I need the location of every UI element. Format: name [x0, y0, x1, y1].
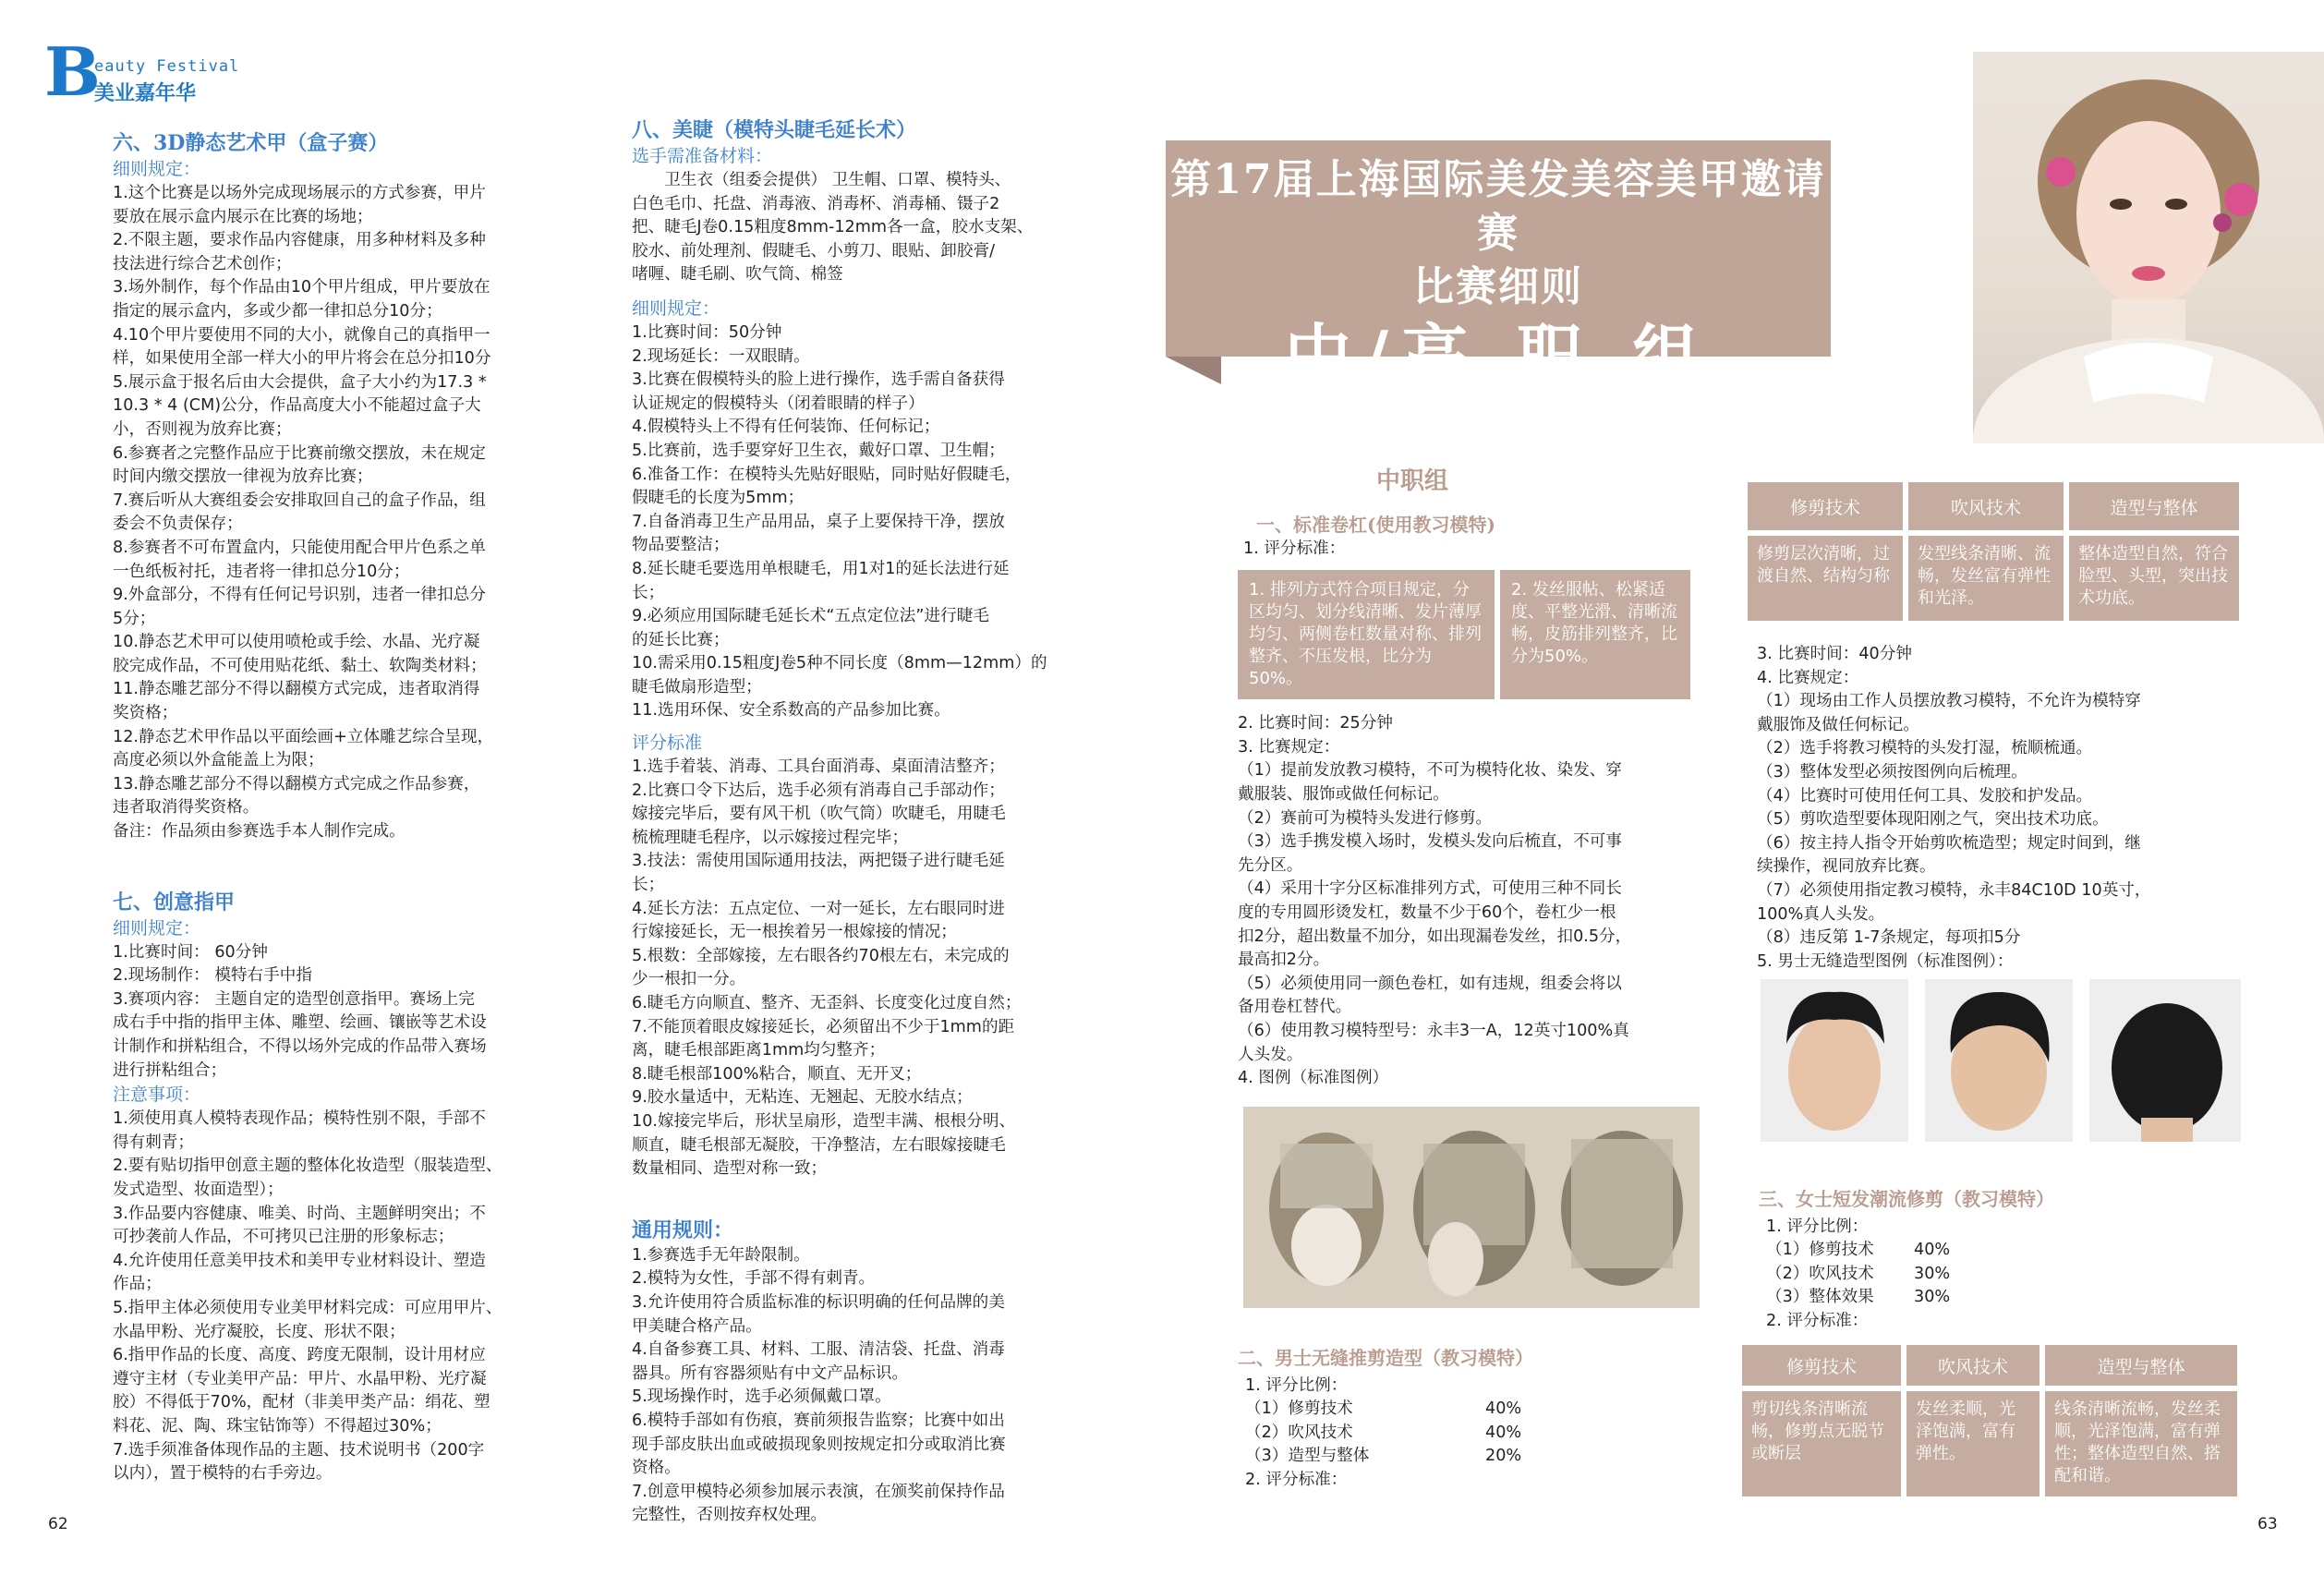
text-line: 甲美睫合格产品。	[632, 1316, 762, 1336]
text-line: 胶完成作品，不可使用贴花纸、黏土、软陶类材料；	[113, 656, 487, 675]
men-haircut-images	[1761, 979, 2241, 1142]
roller-example-image	[1243, 1107, 1700, 1308]
text-line: 5. 男士无缝造型图例（标准图例）：	[1757, 951, 2014, 971]
text-line: 3.赛项内容： 主题自定的造型创意指甲。赛场上完	[113, 989, 475, 1009]
model-illustration	[1973, 52, 2324, 443]
s2-line: 2. 评分标准：	[1245, 1470, 1348, 1489]
text-line: 10.需采用0.15粗度J卷5种不同长度（8mm—12mm）的	[632, 654, 1047, 673]
text-line: 10.嫁接完毕后，形状呈扇形，造型丰满、根根分明、	[632, 1111, 1016, 1131]
section-7-title: 七、创意指甲	[113, 890, 236, 915]
men-style-rules	[1757, 643, 2274, 974]
text-line: 进行拼粘组合；	[113, 1060, 227, 1080]
text-line: 5.展示盒于报名后由大会提供，盒子大小约为17.3 *	[113, 372, 487, 392]
roller-head-side	[1413, 1131, 1535, 1296]
text-line: 嫁接完毕后，要有风干机（吹气筒）吹睫毛，用睫毛	[632, 805, 1006, 824]
text-line: 顺直，睫毛根部无凝胶，干净整洁，左右眼嫁接睫毛	[632, 1135, 1006, 1155]
s3-line: 2. 评分标准：	[1766, 1311, 1869, 1330]
text-line: 完整性，否则按弃权处理。	[632, 1506, 828, 1525]
text-line: （6）按主持人指令开始剪吹梳造型；规定时间到，继	[1757, 833, 2141, 853]
s3-pct: 30%	[1914, 1288, 1951, 1307]
s2-label: （1）修剪技术	[1245, 1399, 1353, 1419]
s2-label: （3）造型与整体	[1245, 1447, 1370, 1466]
t1-header: 修剪技术	[1748, 482, 1903, 530]
text-line: 1.这个比赛是以场外完成现场展示的方式参赛，甲片	[113, 184, 486, 202]
text-line: 7.不能顶着眼皮嫁接延长，必须留出不少于1mm的距	[632, 1017, 1015, 1036]
general-rules-title: 通用规则：	[632, 1218, 734, 1242]
page-number-left: 62	[48, 1515, 68, 1533]
text-line: （7）必须使用指定教习模特，永丰84C10D 10英寸，	[1757, 880, 2151, 900]
text-line: 9.胶水量适中，无粘连、无翘起、无胶水结点；	[632, 1088, 973, 1108]
text-line: 1.比赛时间：50分钟	[632, 322, 782, 342]
brand-letter: B	[44, 32, 101, 111]
text-line: （2）选手将教习模特的头发打湿，梳顺梳通。	[1757, 739, 2093, 758]
text-line: 离，睫毛根部距离1mm均匀整齐；	[632, 1041, 886, 1060]
text-line: 指定的展示盒内，多或少都一律扣总分10分；	[113, 301, 442, 321]
text-line: 小，否则视为放弃比赛；	[113, 419, 292, 439]
s2-pct: 40%	[1485, 1423, 1522, 1442]
text-line: 计制作和拼粘组合，不得以场外完成的作品带入赛场	[113, 1037, 487, 1056]
section-8-title: 八、美睫（模特头睫毛延长术）	[632, 118, 917, 142]
text-line: 扣2分，超出数量不加分，如出现漏卷发丝，扣0.5分，	[1238, 927, 1632, 946]
s3-label: （2）吹风技术	[1766, 1264, 1874, 1283]
text-line: 戴服装、服饰或做任何标记。	[1238, 784, 1449, 804]
brand-chinese: 美业嘉年华	[94, 82, 197, 105]
t2-header: 修剪技术	[1742, 1345, 1901, 1386]
score-box-a: 1. 排列方式符合项目规定，分区均匀、划分线清晰、发片薄厚均匀、两侧卷杠数量对称、排列整齐、不压发根，比分为50%。	[1238, 570, 1495, 699]
section-3-title: 三、女士短发潮流修剪（教习模特）	[1759, 1188, 2054, 1210]
text-line: 2. 比赛时间：25分钟	[1238, 714, 1393, 733]
text-line: 4.延长方法：五点定位、一对一延长，左右眼同时进	[632, 899, 1005, 918]
text-line: 少一根扣一分。	[632, 970, 746, 989]
text-line: 6.准备工作：在模特头先贴好眼贴，同时贴好假睫毛，	[632, 465, 1022, 484]
section-2-lines	[1238, 1375, 1700, 1493]
text-line: 时间内缴交摆放一律视为放弃比赛；	[113, 467, 373, 487]
section-8-scoring	[632, 756, 1094, 1181]
text-line: 2.不限主题，要求作品内容健康，用多种材料及多种	[113, 231, 486, 250]
title-banner	[1166, 140, 1831, 394]
text-line: 备用卷杠替代。	[1238, 998, 1352, 1017]
text-line: 最高扣2分。	[1238, 951, 1330, 970]
text-line: 12.静态艺术甲作品以平面绘画+立体雕艺综合呈现，	[113, 727, 494, 746]
s3-pct: 30%	[1914, 1264, 1951, 1283]
text-line: 啫喱、睫毛刷、吹气筒、棉签	[632, 265, 843, 285]
group-label: 中职组	[1376, 467, 1449, 495]
s2-row	[1245, 1445, 1700, 1469]
text-line: 违者取消得奖资格。	[113, 798, 260, 818]
text-line: 5.指甲主体必须使用专业美甲材料完成：可应用甲片、	[113, 1298, 502, 1317]
section-2-title: 二、男士无缝推剪造型（教习模特）	[1238, 1347, 1533, 1369]
text-line: 器具。所有容器须贴有中文产品标识。	[632, 1363, 909, 1383]
s3-label: （3）整体效果	[1766, 1288, 1874, 1307]
text-line: 要放在展示盒内展示在比赛的场地；	[113, 207, 373, 226]
section-1-score-label: 1. 评分标准：	[1243, 539, 1346, 558]
general-rules	[632, 1244, 1094, 1528]
s3-row	[1766, 1263, 2239, 1287]
text-line: 遵守主材（专业美甲产品：甲片、水晶甲粉、光疗凝	[113, 1369, 487, 1388]
materials-list	[632, 169, 1094, 287]
text-line: 胶）不得低于70%，配材（非美甲类产品：绢花、塑	[113, 1393, 490, 1412]
section-1-score-boxes	[1238, 570, 1700, 699]
text-line: 假睫毛的长度为5mm；	[632, 489, 805, 508]
text-line: 度的专用圆形烫发杠，数量不少于60个，卷杠少一根	[1238, 903, 1616, 922]
text-line: （3）选手携发模入场时，发模头发向后梳直，不可事	[1238, 832, 1622, 852]
right-left-column	[1238, 514, 1700, 1091]
text-line: 8.参赛者不可布置盒内，只能使用配合甲片色系之单	[113, 538, 486, 557]
section-8-rules	[632, 321, 1094, 723]
text-line: （4）比赛时可使用任何工具、发胶和护发品。	[1757, 786, 2093, 806]
text-line: 6.模特手部如有伤痕，赛前须报告监察；比赛中如出	[632, 1411, 1005, 1430]
text-line: 2.模特为女性，手部不得有刺青。	[632, 1269, 876, 1289]
banner-line-2: 比赛细则	[1413, 263, 1583, 310]
text-line: 得有刺青；	[113, 1133, 194, 1152]
right-right-column	[1757, 643, 2274, 974]
text-line: 100%真人头发。	[1757, 904, 1885, 924]
s3-row	[1766, 1239, 2239, 1263]
text-line: 2.现场制作： 模特右手中指	[113, 966, 312, 986]
text-line: 现手部皮肤出血或破损现象则按规定扣分或取消比赛	[632, 1435, 1006, 1454]
haircut-front	[1761, 979, 1908, 1142]
text-line: 9.必须应用国际睫毛延长术“五点定位法”进行睫毛	[632, 607, 989, 626]
section-2	[1238, 1347, 1700, 1493]
banner-fold	[1166, 357, 1221, 384]
page-number-right: 63	[2257, 1515, 2278, 1533]
text-line: 3.允许使用符合质监标准的标识明确的任何品牌的美	[632, 1292, 1005, 1312]
banner-line-1: 第17届上海国际美发美容美甲邀请赛	[1170, 156, 1826, 257]
text-line: 长；	[632, 583, 665, 602]
text-line: 奖资格；	[113, 704, 178, 723]
text-line: 1.须使用真人模特表现作品；模特性别不限，手部不	[113, 1109, 486, 1129]
section-6-title: 六、3D静态艺术甲（盒子赛）	[113, 131, 389, 155]
section-8-materials-title: 选手需准备材料：	[632, 146, 773, 166]
text-line: 数量相同、造型对称一致；	[632, 1159, 828, 1179]
s3-label: （1）修剪技术	[1766, 1241, 1874, 1260]
text-line: 6.参赛者之完整作品应于比赛前缴交摆放，未在规定	[113, 443, 486, 463]
t2-cell: 发丝柔顺，光泽饱满，富有弹性。	[1906, 1391, 2040, 1496]
text-line: 2.比赛口令下达后，选手必须有消毒自己手部动作；	[632, 781, 1005, 800]
text-line: 作品；	[113, 1275, 162, 1294]
s2-row	[1245, 1398, 1700, 1422]
section-7-subtitle: 细则规定：	[113, 917, 201, 939]
text-line: 2.现场延长：一双眼睛。	[632, 346, 810, 366]
section-3	[1759, 1188, 2239, 1334]
brand-logo	[44, 32, 266, 111]
text-line: 胶水、前处理剂、假睫毛、小剪刀、眼贴、卸胶膏/	[632, 241, 995, 260]
section-7-notes	[113, 1108, 565, 1486]
text-line: 料花、泥、陶、珠宝钻饰等）不得超过30%；	[113, 1416, 442, 1436]
text-line: 卫生衣（组委会提供） 卫生帽、口罩、模特头、	[632, 171, 1011, 189]
section-7-notes-title: 注意事项：	[113, 1084, 201, 1106]
text-line: 10.3 * 4 (CM)公分，作品高度大小不能超过盒子大	[113, 396, 481, 416]
text-line: 白色毛巾、托盘、消毒液、消毒杯、消毒桶、镊子2	[632, 194, 1000, 213]
section-6-subtitle: 细则规定：	[113, 159, 201, 179]
text-line: 4. 比赛规定：	[1757, 668, 1859, 687]
text-line: 2.要有贴切指甲创意主题的整体化妆造型（服装造型、	[113, 1157, 502, 1176]
text-line: 睫毛做扇形造型；	[632, 677, 762, 697]
text-line: 戴服饰及做任何标记。	[1757, 715, 1919, 734]
section-8-scoring-title: 评分标准	[632, 733, 703, 754]
section-1-rules	[1238, 712, 1700, 1091]
text-line: 5.根数：全部嫁接，左右眼各约70根左右，未完成的	[632, 946, 1010, 965]
text-line: 认证规定的假模特头（闭着眼睛的样子）	[632, 394, 925, 413]
roller-head-front	[1269, 1133, 1384, 1286]
text-line: 行嫁接延长，无一根挨着另一根嫁接的情况；	[632, 923, 957, 942]
text-line: 7.创意甲模特必须参加展示表演，在颁奖前保持作品	[632, 1482, 1005, 1501]
table-2	[1742, 1345, 2241, 1496]
t1-header: 吹风技术	[1908, 482, 2064, 530]
middle-column	[632, 116, 1094, 1528]
text-line: 样，如果使用全部一样大小的甲片将会在总分扣10分	[113, 349, 491, 369]
text-line: （1）提前发放教习模特，不可为模特化妆、染发、穿	[1238, 761, 1622, 781]
text-line: 8.睫毛根部100%粘合，顺直、无开叉；	[632, 1064, 922, 1084]
text-line: 6.指甲作品的长度、高度、跨度无限制，设计用材应	[113, 1346, 486, 1365]
text-line: 4.10个甲片要使用不同的大小，就像自己的真指甲一	[113, 325, 490, 345]
s3-row	[1766, 1286, 2239, 1310]
text-line: 备注：作品须由参赛选手本人制作完成。	[113, 822, 405, 842]
s3-pct: 40%	[1914, 1241, 1951, 1260]
text-line: 3. 比赛规定：	[1238, 737, 1340, 757]
text-line: （5）剪吹造型要体现阳刚之气，突出技术功底。	[1757, 810, 2109, 830]
text-line: 把、睫毛J卷0.15粗度8mm-12mm各一盒，胶水支架、	[632, 218, 1034, 237]
text-line: 5.现场操作时，选手必须佩戴口罩。	[632, 1387, 891, 1407]
text-line: 1.参赛选手无年龄限制。	[632, 1245, 810, 1265]
text-line: 4. 图例（标准图例）	[1238, 1069, 1389, 1088]
text-line: 3.比赛在假模特头的脸上进行操作，选手需自备获得	[632, 370, 1005, 390]
text-line: 4.假模特头上不得有任何装饰、任何标记；	[632, 418, 940, 437]
haircut-back	[2089, 979, 2241, 1142]
t1-header: 造型与整体	[2069, 482, 2239, 530]
text-line: 1.比赛时间： 60分钟	[113, 942, 268, 962]
s2-row	[1245, 1422, 1700, 1446]
t2-cell: 剪切线条清晰流畅，修剪点无脱节或断层	[1742, 1391, 1901, 1496]
left-column	[113, 129, 565, 1486]
t2-header: 吹风技术	[1906, 1345, 2040, 1386]
text-line: （4）采用十字分区标准排列方式，可使用三种不同长	[1238, 879, 1622, 899]
text-line: 3. 比赛时间：40分钟	[1757, 645, 1912, 663]
text-line: 10.静态艺术甲可以使用喷枪或手绘、水晶、光疗凝	[113, 633, 480, 652]
text-line: 3.场外制作，每个作品由10个甲片组成，甲片要放在	[113, 278, 490, 297]
section-3-lines	[1759, 1216, 2239, 1334]
text-line: 6.睫毛方向顺直、整齐、无歪斜、长度变化过度自然；	[632, 994, 1022, 1012]
text-line: 7.自备消毒卫生产品用品，桌子上要保持干净，摆放	[632, 512, 1005, 531]
t2-header: 造型与整体	[2045, 1345, 2237, 1386]
text-line: 梳梳理睫毛程序，以示嫁接过程完毕；	[632, 828, 909, 847]
text-line: 水晶甲粉、光疗凝胶，长度、形状不限；	[113, 1322, 405, 1341]
s3-line: 1. 评分比例：	[1766, 1217, 1869, 1236]
s2-line: 1. 评分比例：	[1245, 1375, 1348, 1395]
text-line: （8）违反第 1-7条规定，每项扣5分	[1757, 928, 2021, 948]
s2-pct: 40%	[1485, 1399, 1522, 1419]
text-line: 8.延长睫毛要选用单根睫毛，用1对1的延长法进行延	[632, 559, 1010, 578]
text-line: 以内），置于模特的右手旁边。	[113, 1464, 333, 1484]
t1-cell: 整体造型自然，符合脸型、头型，突出技术功底。	[2069, 536, 2239, 621]
table-1	[1748, 482, 2246, 621]
text-line: 可抄袭前人作品，不可拷贝已注册的形象标志；	[113, 1228, 454, 1247]
text-line: （1）现场由工作人员摆放教习模特，不允许为模特穿	[1757, 692, 2141, 711]
s2-pct: 20%	[1485, 1447, 1522, 1466]
text-line: 11.选用环保、安全系数高的产品参加比赛。	[632, 701, 950, 721]
score-box-b: 2. 发丝服帖、松紧适度、平整光滑、清晰流畅，皮筋排列整齐，比分为50%。	[1500, 570, 1690, 699]
text-line: （3）整体发型必须按图例向后梳理。	[1757, 762, 2027, 781]
roller-head-back	[1561, 1131, 1683, 1286]
section-8-rules-title: 细则规定：	[632, 297, 720, 319]
text-line: 3.技法：需使用国际通用技法，两把镊子进行睫毛延	[632, 852, 1005, 871]
text-line: （2）赛前可为模特头发进行修剪。	[1238, 808, 1493, 828]
text-line: 高度必须以外盒能盖上为限；	[113, 751, 324, 770]
s2-label: （2）吹风技术	[1245, 1423, 1353, 1442]
text-line: 3.作品要内容健康、唯美、时尚、主题鲜明突出；不	[113, 1204, 486, 1223]
text-line: 5分；	[113, 609, 156, 628]
t2-cell: 线条清晰流畅，发丝柔顺，光泽饱满，富有弹性；整体造型自然、搭配和谐。	[2045, 1391, 2237, 1496]
text-line: 1.选手着装、消毒、工具台面消毒、桌面清洁整齐；	[632, 757, 1005, 777]
t1-cell: 发型线条清晰、流畅，发丝富有弹性和光泽。	[1908, 536, 2064, 621]
text-line: 人头发。	[1238, 1045, 1303, 1064]
brand-english: eauty Festival	[94, 57, 240, 76]
text-line: 一色纸板衬托，违者将一律扣总分10分；	[113, 562, 410, 581]
text-line: （6）使用教习模特型号：永丰3一A，12英寸100%真	[1238, 1021, 1629, 1040]
section-1-title: 一、标准卷杠(使用教习模特)	[1256, 514, 1495, 536]
text-line: 物品要整洁；	[632, 536, 730, 555]
text-line: 续操作，视同放弃比赛。	[1757, 857, 1936, 877]
text-line: 发式造型、妆面造型）；	[113, 1180, 284, 1199]
text-line: （5）必须使用同一颜色卷杠，如有违规，组委会将以	[1238, 974, 1622, 993]
model-photo	[1973, 52, 2324, 443]
section-7-rules	[113, 941, 565, 1084]
text-line: 委会不负责保存；	[113, 515, 243, 534]
t1-cell: 修剪层次清晰，过渡自然、结构匀称	[1748, 536, 1903, 621]
text-line: 4.自备参赛工具、材料、工服、清洁袋、托盘、消毒	[632, 1340, 1005, 1360]
text-line: 13.静态雕艺部分不得以翻模方式完成之作品参赛，	[113, 774, 480, 794]
text-line: 7.选手须准备体现作品的主题、技术说明书（200字	[113, 1440, 485, 1460]
text-line: 资格。	[632, 1459, 681, 1478]
text-line: 11.静态雕艺部分不得以翻模方式完成，违者取消得	[113, 680, 480, 699]
text-line: 7.赛后听从大赛组委会安排取回自己的盒子作品，组	[113, 491, 486, 510]
haircut-side	[1925, 979, 2073, 1142]
text-line: 长；	[632, 876, 665, 895]
text-line: 先分区。	[1238, 855, 1303, 875]
section-6-rules	[113, 182, 565, 844]
text-line: 的延长比赛；	[632, 630, 730, 649]
text-line: 成右手中指的指甲主体、雕塑、绘画、镶嵌等艺术设	[113, 1013, 487, 1033]
text-line: 5.比赛前，选手要穿好卫生衣，戴好口罩、卫生帽；	[632, 441, 1005, 460]
text-line: 技法进行综合艺术创作；	[113, 254, 292, 273]
banner-line-3: 中/高 职 组	[1284, 316, 1713, 394]
text-line: 4.允许使用任意美甲技术和美甲专业材料设计、塑造	[113, 1251, 486, 1270]
text-line: 9.外盒部分，不得有任何记号识别，违者一律扣总分	[113, 586, 486, 605]
